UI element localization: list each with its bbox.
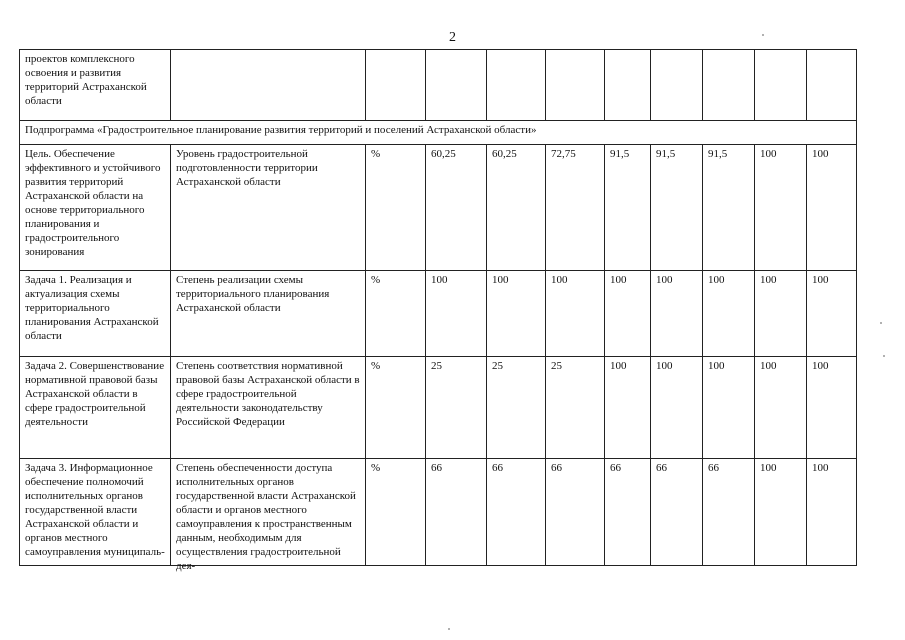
value-cell: 66: [487, 459, 546, 566]
indicator-cell: Степень реализации схемы территориального планирования Астраханской области: [171, 271, 366, 357]
indicator-cell: Степень обеспеченности доступа исполнительных органов государственной власти Астраханской области и органов местного самоуправления к пространственным данным, необходимым для осуществления градостроительной дея-: [171, 459, 366, 566]
value-cell: 91,5: [703, 145, 755, 271]
indicator-cell: Уровень градостроительной подготовленности территории Астраханской области: [171, 145, 366, 271]
value-cell: 100: [426, 271, 487, 357]
unit-cell: %: [366, 357, 426, 459]
scan-speck: [762, 34, 764, 36]
table-row: [20, 357, 857, 459]
value-cell: 100: [703, 357, 755, 459]
value-cell: 100: [546, 271, 605, 357]
goal-cell: Задача 1. Реализация и актуализация схемы территориального планирования Астраханской области: [20, 271, 171, 357]
table-row-continued: [20, 50, 857, 121]
value-cell: 66: [651, 459, 703, 566]
scan-speck: [883, 355, 885, 357]
unit-cell: %: [366, 459, 426, 566]
scan-speck: [880, 322, 882, 324]
table-row: [20, 459, 857, 566]
value-cell: 100: [605, 271, 651, 357]
value-cell: 25: [426, 357, 487, 459]
value-cell: 91,5: [605, 145, 651, 271]
subprogram-title: Подпрограмма «Градостроительное планирование развития территорий и поселений Астраханской области»: [20, 121, 857, 145]
value-cell: 72,75: [546, 145, 605, 271]
value-cell: 91,5: [651, 145, 703, 271]
value-cell: 100: [755, 145, 807, 271]
goal-cell: Задача 2. Совершенствование нормативной правовой базы Астраханской области в сфере градостроительной деятельности: [20, 357, 171, 459]
indicators-table: [19, 49, 857, 572]
value-cell: 100: [703, 271, 755, 357]
value-cell: 100: [755, 271, 807, 357]
value-cell: 25: [546, 357, 605, 459]
unit-cell: %: [366, 271, 426, 357]
value-cell: 60,25: [487, 145, 546, 271]
value-cell: 100: [605, 357, 651, 459]
table-row: [20, 145, 857, 271]
value-cell: 100: [807, 271, 857, 357]
value-cell: 100: [807, 459, 857, 566]
goal-cell: Цель. Обеспечение эффективного и устойчивого развития территорий Астраханской области на основе территориального планирования и градостроительного зонирования: [20, 145, 171, 271]
value-cell: 66: [546, 459, 605, 566]
goal-cell: проектов комплексного освоения и развития территорий Астраханской области: [20, 50, 171, 121]
value-cell: 100: [651, 357, 703, 459]
table-row: [20, 271, 857, 357]
value-cell: 66: [605, 459, 651, 566]
subprogram-header-row: [20, 121, 857, 145]
indicator-cell: Степень соответствия нормативной правовой базы Астраханской области в сфере градостроительной деятельности законодательству Российской Федерации: [171, 357, 366, 459]
value-cell: 66: [426, 459, 487, 566]
indicator-cell: [171, 50, 366, 121]
value-cell: 100: [807, 357, 857, 459]
goal-cell: Задача 3. Информационное обеспечение полномочий исполнительных органов государственной власти Астраханской области и органов местного самоуправления муниципаль-: [20, 459, 171, 566]
value-cell: 100: [755, 357, 807, 459]
value-cell: 25: [487, 357, 546, 459]
value-cell: 60,25: [426, 145, 487, 271]
value-cell: 100: [807, 145, 857, 271]
value-cell: 66: [703, 459, 755, 566]
value-cell: 100: [755, 459, 807, 566]
scan-speck: [448, 628, 450, 630]
value-cell: 100: [487, 271, 546, 357]
unit-cell: %: [366, 145, 426, 271]
value-cell: 100: [651, 271, 703, 357]
page-number: 2: [449, 30, 456, 45]
